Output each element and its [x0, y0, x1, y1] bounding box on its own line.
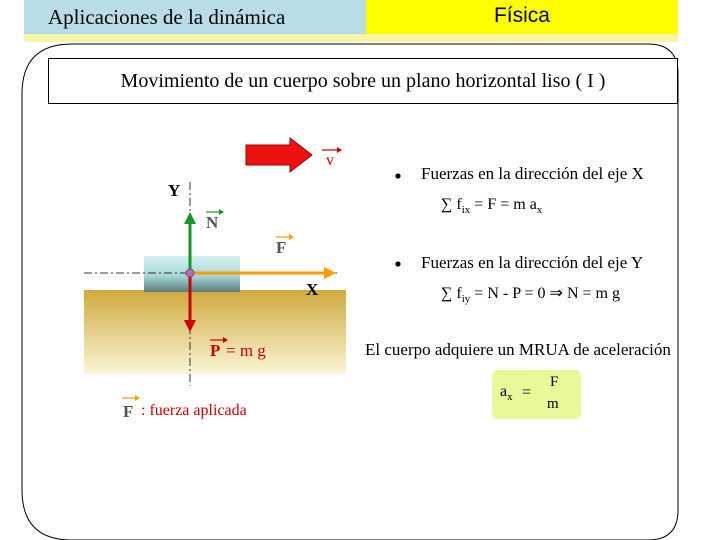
x-eq-rest: = F = m a — [470, 196, 537, 213]
x-eq-sum: ∑ f — [441, 196, 462, 213]
formula-lhs-sub: x — [507, 391, 513, 404]
x-eq-sub: ix — [461, 204, 471, 217]
label-weight-formula: = m g — [226, 341, 266, 360]
formula-numerator: F — [550, 374, 559, 390]
label-x-axis: X — [306, 280, 319, 299]
label-normal-force: N — [206, 213, 219, 232]
y-eq-rest: = N - P = 0 ⇒ N = m g — [470, 285, 620, 302]
applied-force-arrowhead — [324, 267, 336, 279]
v-vector-mark-head — [337, 147, 342, 153]
legend-f-vector-mark-head — [135, 395, 140, 401]
header-section-title: Aplicaciones de la dinámica — [48, 5, 286, 29]
formula-lhs — [500, 383, 513, 403]
x-eq-rest-sub: x — [536, 204, 543, 217]
x-direction-heading: Fuerzas en la dirección del eje X — [421, 164, 644, 183]
bullet-y — [395, 261, 400, 266]
label-applied-force: F — [276, 238, 287, 257]
label-velocity: v — [326, 152, 334, 169]
y-eq-sub: iy — [461, 293, 471, 306]
formula-equals: = — [522, 384, 532, 401]
legend-text: : fuerza aplicada — [141, 402, 247, 419]
legend-f-symbol: F — [123, 402, 134, 421]
ground-surface — [84, 290, 346, 374]
y-equation — [441, 283, 620, 305]
header-subject-title: Física — [493, 4, 550, 27]
x-equation — [441, 196, 542, 216]
velocity-arrow — [246, 138, 312, 172]
label-weight: P — [210, 341, 221, 360]
f-vector-mark-head — [289, 234, 294, 240]
y-eq-sum: ∑ f — [441, 285, 462, 302]
slide-title: Movimiento de un cuerpo sobre un plano horizontal liso ( I ) — [48, 58, 678, 104]
formula-denominator: m — [547, 396, 559, 412]
label-y-axis: Y — [168, 181, 181, 200]
conclusion-text: El cuerpo adquiere un MRUA de aceleración — [365, 340, 671, 359]
formula-lhs-symbol: a — [500, 383, 508, 400]
normal-force-arrowhead — [184, 212, 196, 224]
bullet-x — [395, 173, 400, 178]
force-origin-point — [186, 269, 194, 277]
n-vector-mark-head — [219, 209, 224, 215]
y-direction-heading: Fuerzas en la dirección del eje Y — [421, 253, 644, 272]
